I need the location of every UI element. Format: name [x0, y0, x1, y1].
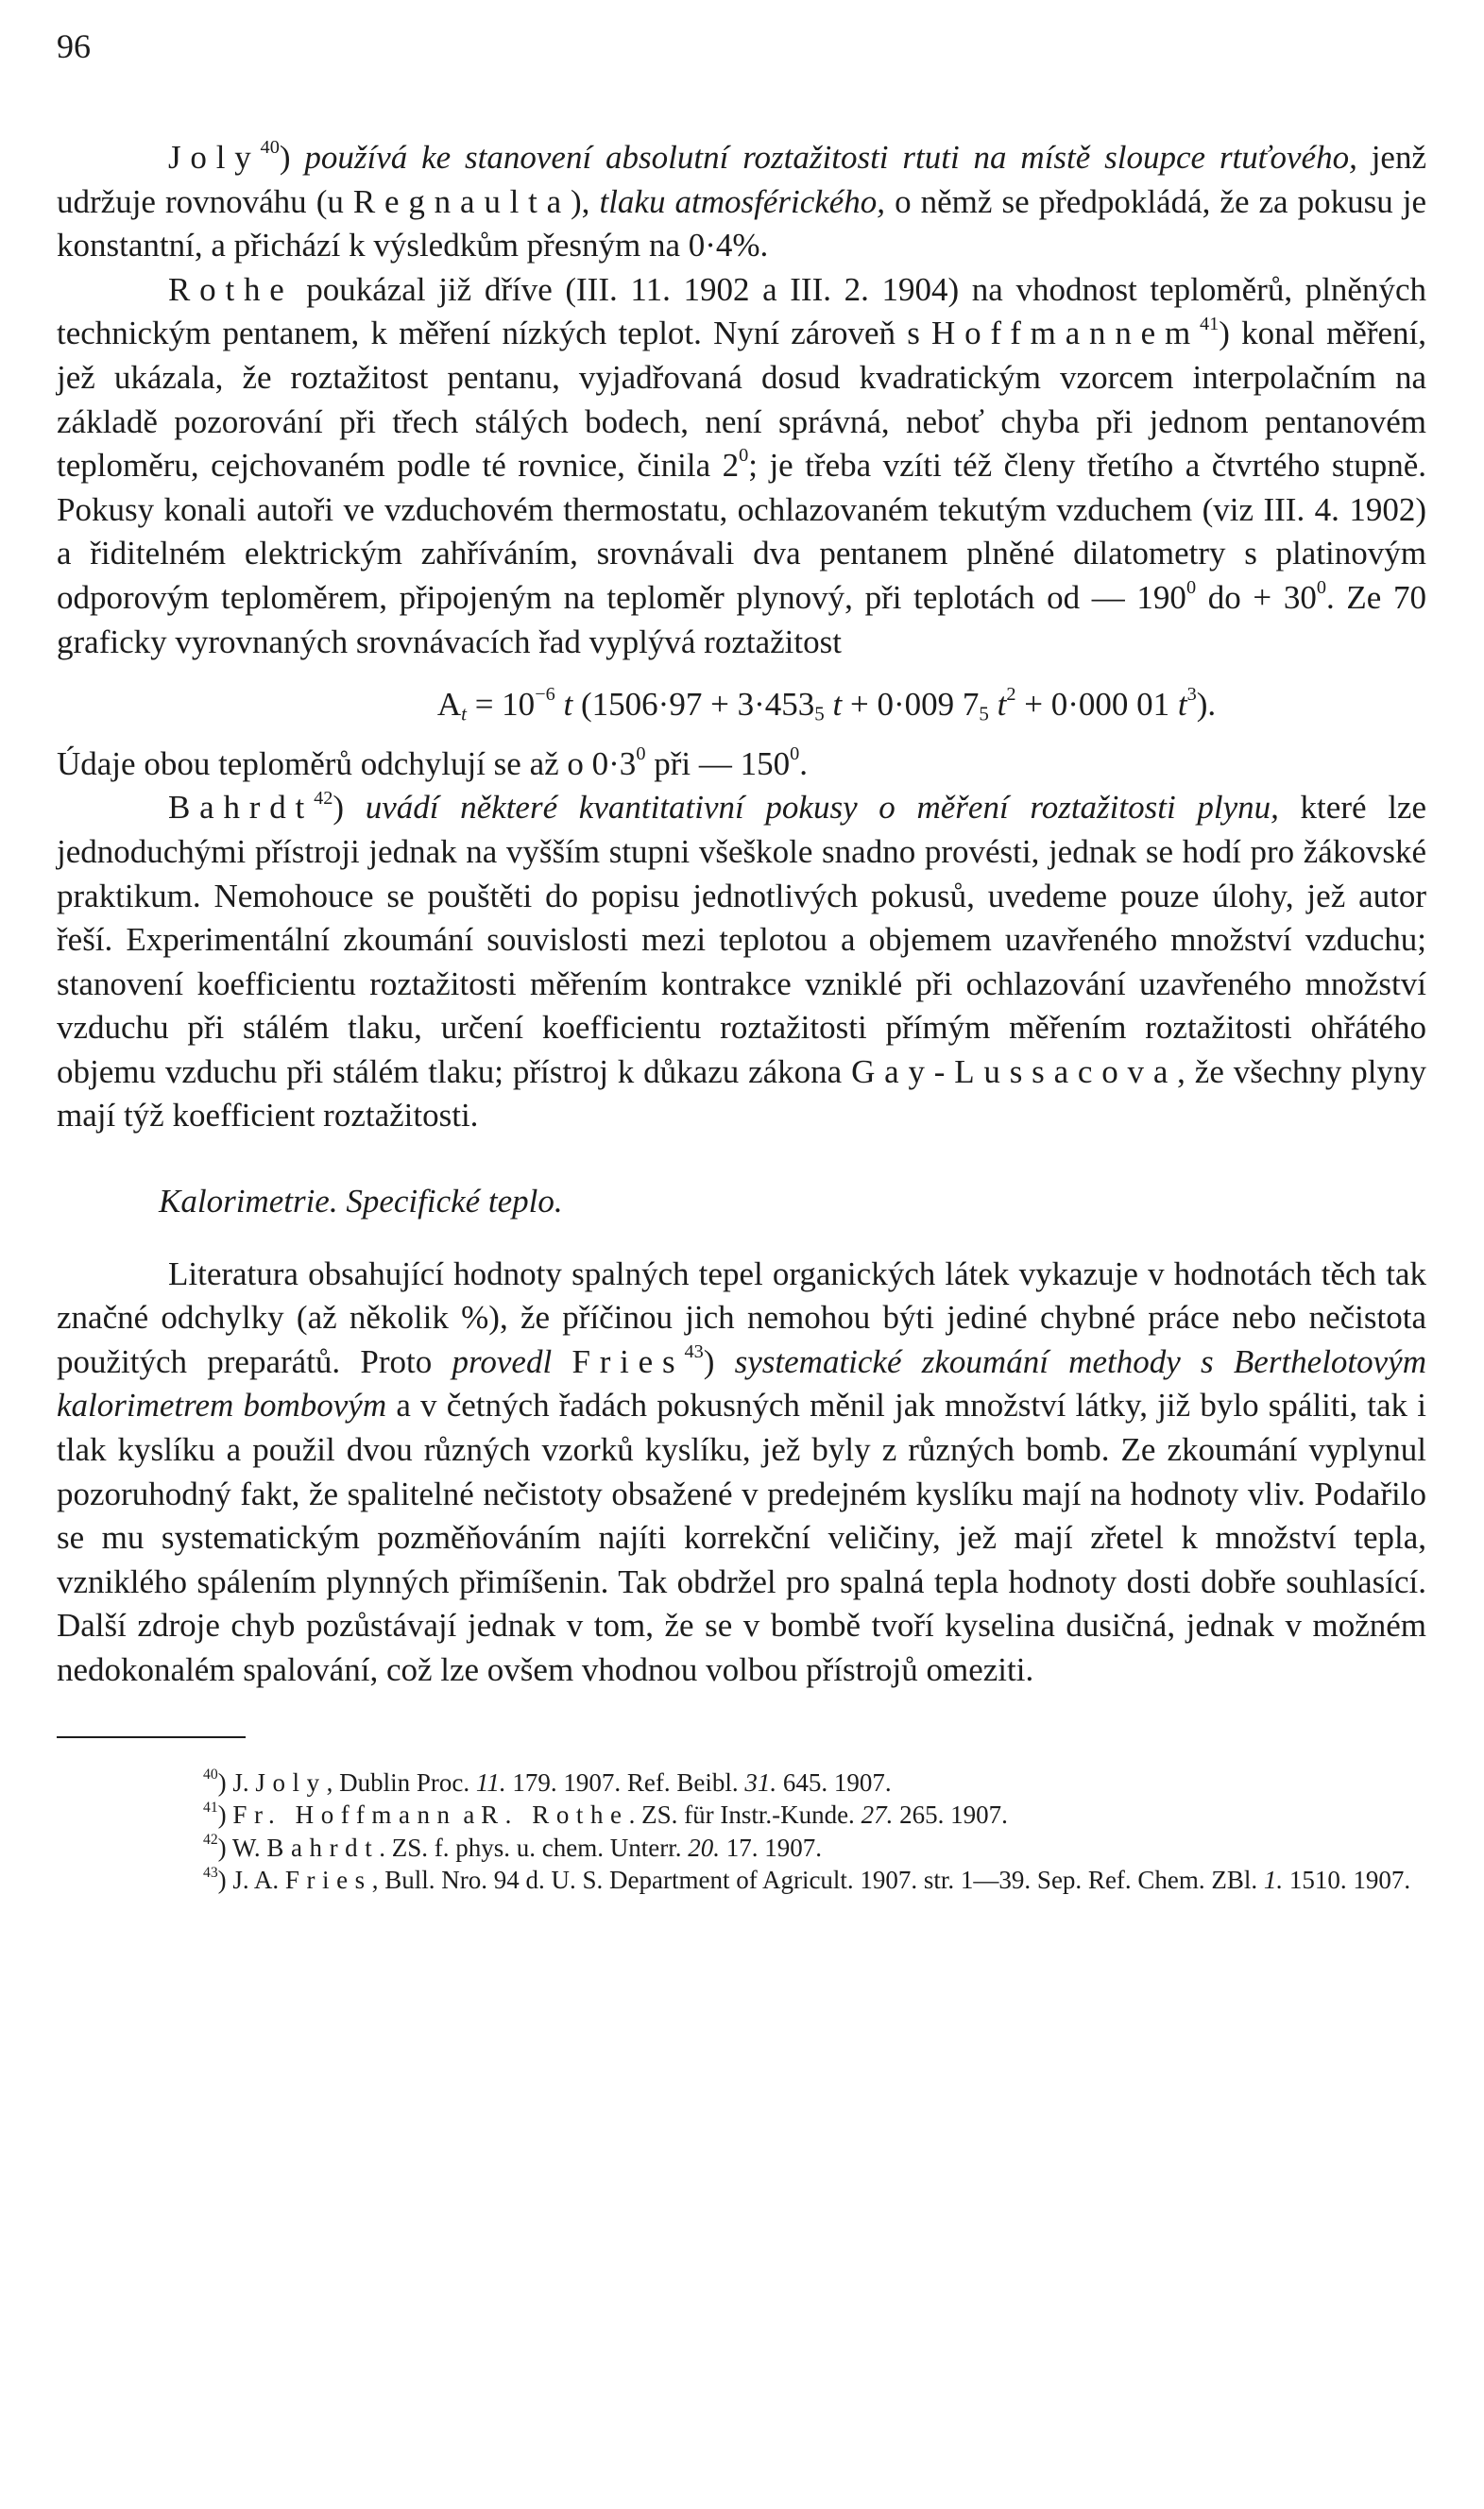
- footnote-divider: [57, 1736, 246, 1738]
- paragraph-fries: Literatura obsahující hodnoty spalných tepel organických látek vykazuje v hodnotách těch tak značné odchylky (až několik %), že příčinou jich nemohou býti jediné chybné práce nebo nečistota použitých preparátů. Proto provedl Fries$^{43}$) systematické zkoumání methody s Berthelotovým kalorimetrem bombovým a v četných řadách pokusných měnil jak množství látky, již bylo spáliti, tak i tlak kyslíku a použil dvou různých vzorků kyslíku, jež byly z různých bomb. Ze zkoumání vyplynul pozoruhodný fakt, že spalitelné nečistoty obsažené v predejném kyslíku mají na hodnoty vliv. Podařilo se mu systematickým pozměňováním najíti korrekční veličiny, jež mají zřetel k množství tepla, vzniklého spálením plynných přimíšenin. Tak obdržel pro spalná tepla hodnoty dosti dobře souhlasící. Další zdroje chyb pozůstávají jednak v tom, že se v bombě tvoří kyselina dusičná, jednak v možném nedokonalém spalování, což lze ovšem vhodnou volbou přístrojů omeziti.: [57, 1254, 1426, 1688]
- footnote-ref: 40: [260, 137, 280, 159]
- page-number: 96: [57, 27, 91, 65]
- footnote: $^{43}$) J. A. Fries, Bull. Nro. 94 d. U. S. Department of Agricult. 1907. str. 1—39. Sep. Ref. Chem. ZBl. 1. 1510. 1907.: [203, 1864, 1411, 1895]
- author-name: Fries: [571, 1342, 685, 1380]
- person-name: Hoffmannem: [931, 315, 1201, 352]
- footnote: $^{40}$) J. Joly, Dublin Proc. 11. 179. 1907. Ref. Beibl. 31. 645. 1907.: [203, 1767, 892, 1797]
- degree-sign: 0: [739, 445, 749, 467]
- paragraph-udaje: Údaje obou teploměrů odchylují se až o $0\cdot 3^0$ při — $150^0$.: [57, 743, 808, 782]
- section-heading: Kalorimetrie. Specifické teplo.: [159, 1183, 563, 1220]
- italic-emphasis: tlaku atmosférického,: [599, 182, 886, 220]
- person-name: Regnaulta: [352, 182, 571, 220]
- paragraph-joly: Joly$^{40}$) používá ke stanovení absolutní roztažitosti rtuti na místě sloupce rtuťového, jenž udržuje rovnováhu (u Regnaulta), tlaku atmosférického, o němž se předpokládá, že za pokusu je konstantní, a přichází k výsledkům přesným na 0·4%.: [57, 137, 1427, 265]
- author-name: Rothe: [168, 270, 294, 308]
- person-name: Gay-Lussacova: [851, 1052, 1178, 1090]
- equation: $A_t = 10^{-6}$ t ($1506\cdot 97 + 3\cdot 453_5$ t + 0·009 $7_5$ $t^2 + 0\cdot 000$ 01 $t^3$).: [436, 684, 1217, 725]
- italic-emphasis: uvádí některé kvantitativní pokusy o měření roztažitosti plynu,: [365, 789, 1279, 827]
- equation-lhs: A: [436, 686, 462, 724]
- paragraph-bahrdt: Bahrdt$^{42}$) uvádí některé kvantitativní pokusy o měření roztažitosti plynu, které lze jednoduchými přístroji jednak na vyšším stupni všeškole snadno provésti, jednak se hodí pro žákovské praktikum. Nemohouce se pouštěti do popisu jednotlivých pokusů, uvedeme pouze úlohy, jež autor řeší. Experimentální zkoumání souvislosti mezi teplotou a objemem uzavřeného množství vzduchu; stanovení koefficientu roztažitosti měřením kontrakce vzniklé při ochlazování uzavřeného množství vzduchu při stálém tlaku, určení koefficientu roztažitosti přímým měřením roztažitosti ohřátého objemu vzduchu při stálém tlaku; přístroj k důkazu zákona Gay-Lussacova, že všechny plyny mají týž koefficient roztažitosti.: [57, 787, 1427, 1135]
- italic-emphasis: provedl: [452, 1342, 553, 1380]
- italic-emphasis: používá ke stanovení absolutní roztažitosti rtuti na místě sloupce rtuťového,: [304, 139, 1357, 176]
- footnote-ref: 43: [684, 1341, 704, 1363]
- author-name: Joly: [168, 139, 261, 176]
- article-body: [57, 136, 1426, 1693]
- author-name: Bahrdt: [168, 789, 315, 827]
- degree-sign: 0: [1316, 577, 1326, 599]
- degree-sign: 0: [1185, 577, 1197, 599]
- paragraph-rothe: Rothe poukázal již dříve (III. 11. 1902 a III. 2. 1904) na vhodnost teploměrů, plněných technickým pentanem, k měření nízkých teplot. Nyní zároveň s Hoffmannem$^{41}$) konal měření, jež ukázala, že roztažitost pentanu, vyjadřovaná dosud kvadratickým vzorcem interpolačním na základě pozorování při třech stálých bodech, není správná, neboť chyba při jednom pentanovém teploměru, cejchovaném podle té rovnice, činila $2^0$; je třeba vzíti též členy třetího a čtvrtého stupně. Pokusy konali autoři ve vzduchovém thermostatu, ochlazovaném tekutým vzduchem (viz III. 4. 1902) a řiditelném elektrickým zahříváním, srovnávali dva pentanem plněné dilatometry s platinovým odporovým teploměrem, připojeným na teploměr plynový, při teplotách od — $190^0$ do + $30^0$. Ze 70 graficky vyrovnaných srovnávacích řad vyplývá roztažitost: [57, 270, 1426, 660]
- footnote: $^{41}$) Fr. Hoffmann a R. Rothe. ZS. für Instr.-Kunde. 27. 265. 1907.: [203, 1799, 1008, 1830]
- italic-emphasis: systematické zkoumání methody s Berthelotovým kalorimetrem bombovým: [57, 1342, 1426, 1425]
- journal-page: [57, 26, 1426, 1897]
- degree-sign: 0: [636, 743, 646, 765]
- footnote-ref: 42: [314, 787, 333, 809]
- degree-sign: 0: [790, 743, 800, 765]
- footnote: $^{42}$) W. Bahrdt. ZS. f. phys. u. chem. Unterr. 20. 17. 1907.: [203, 1832, 822, 1862]
- footnote-ref: 41: [1200, 313, 1220, 334]
- footnotes: [57, 1767, 1426, 1897]
